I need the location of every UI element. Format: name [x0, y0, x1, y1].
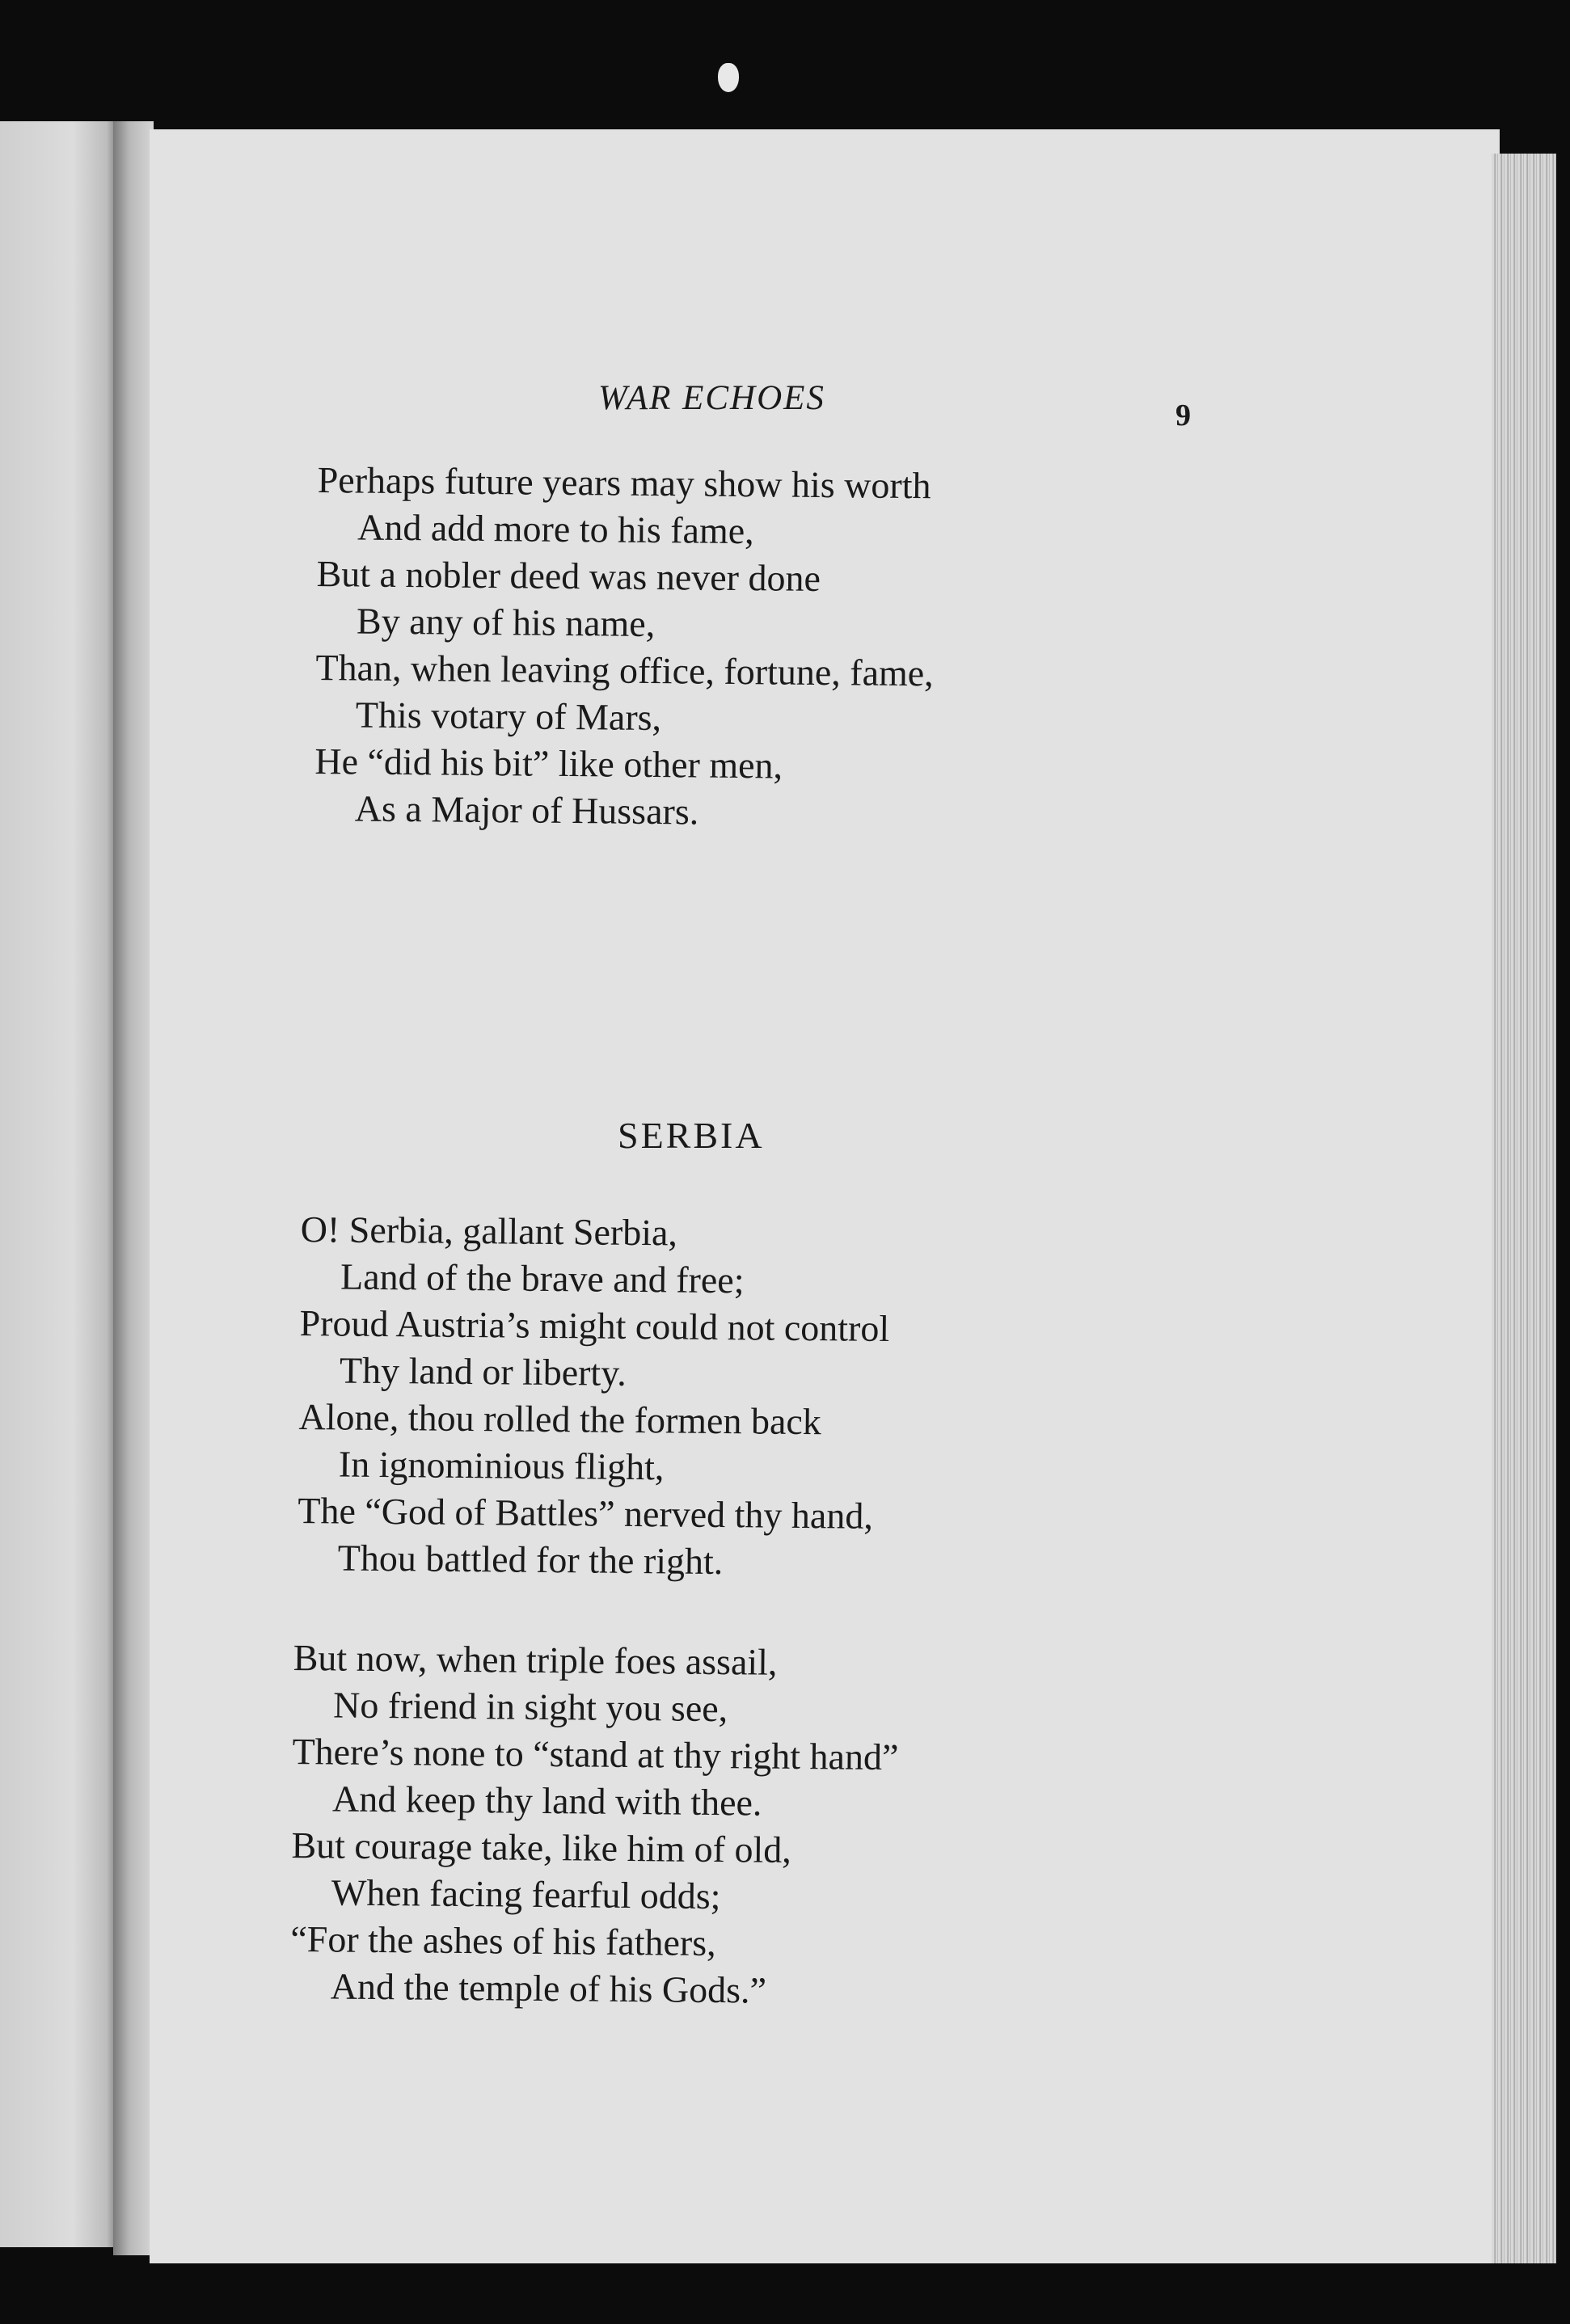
poem-line: Proud Austria’s might could not control — [299, 1301, 890, 1349]
poem-line: Alone, thou rolled the formen back — [298, 1395, 822, 1443]
poem-line: Perhaps future years may show his worth — [317, 458, 931, 507]
poem-line: As a Major of Hussars. — [354, 787, 699, 833]
poem-line: Thou battled for the right. — [337, 1537, 724, 1583]
poem-line: But now, when triple foes assail, — [293, 1636, 778, 1683]
poem-line: But courage take, like him of old, — [291, 1824, 792, 1871]
poem-line: By any of his name, — [356, 600, 656, 645]
poem-line: And keep thy land with thee. — [331, 1778, 762, 1824]
poem-line: In ignominious flight, — [338, 1443, 665, 1488]
poem-stanza-continued — [314, 457, 936, 837]
poem-line: And add more to his fame, — [357, 506, 754, 552]
poem-line: And the temple of his Gods.” — [330, 1965, 767, 2011]
book-gutter — [113, 121, 154, 2255]
poem-line: This votary of Mars, — [355, 694, 662, 739]
left-page-edge — [0, 121, 121, 2247]
poem-stanza-2 — [290, 1634, 900, 2015]
poem-line: O! Serbia, gallant Serbia, — [300, 1208, 678, 1254]
page-number: 9 — [1175, 399, 1191, 432]
poem-line: When facing fearful odds; — [331, 1871, 721, 1917]
poem-line: He “did his bit” like other men, — [314, 740, 783, 787]
poem-line: No friend in sight you see, — [332, 1684, 728, 1730]
running-title: WAR ECHOES — [598, 379, 825, 417]
poem-line: Land of the brave and free; — [340, 1255, 745, 1301]
poem-line: There’s none to “stand at thy right hand” — [292, 1730, 899, 1778]
poem-line: “For the ashes of his fathers, — [290, 1917, 716, 1964]
poem-line: But a nobler deed was never done — [316, 552, 821, 599]
poem-line: Than, when leaving office, fortune, fame, — [315, 646, 934, 694]
scan-mark — [718, 63, 739, 92]
poem-line: Thy land or liberty. — [339, 1349, 627, 1394]
poem-title: SERBIA — [618, 1115, 765, 1156]
page-stack-edges — [1492, 154, 1556, 2263]
poem-line: The “God of Battles” nerved thy hand, — [298, 1489, 874, 1537]
poem-stanza-1 — [298, 1206, 891, 1587]
